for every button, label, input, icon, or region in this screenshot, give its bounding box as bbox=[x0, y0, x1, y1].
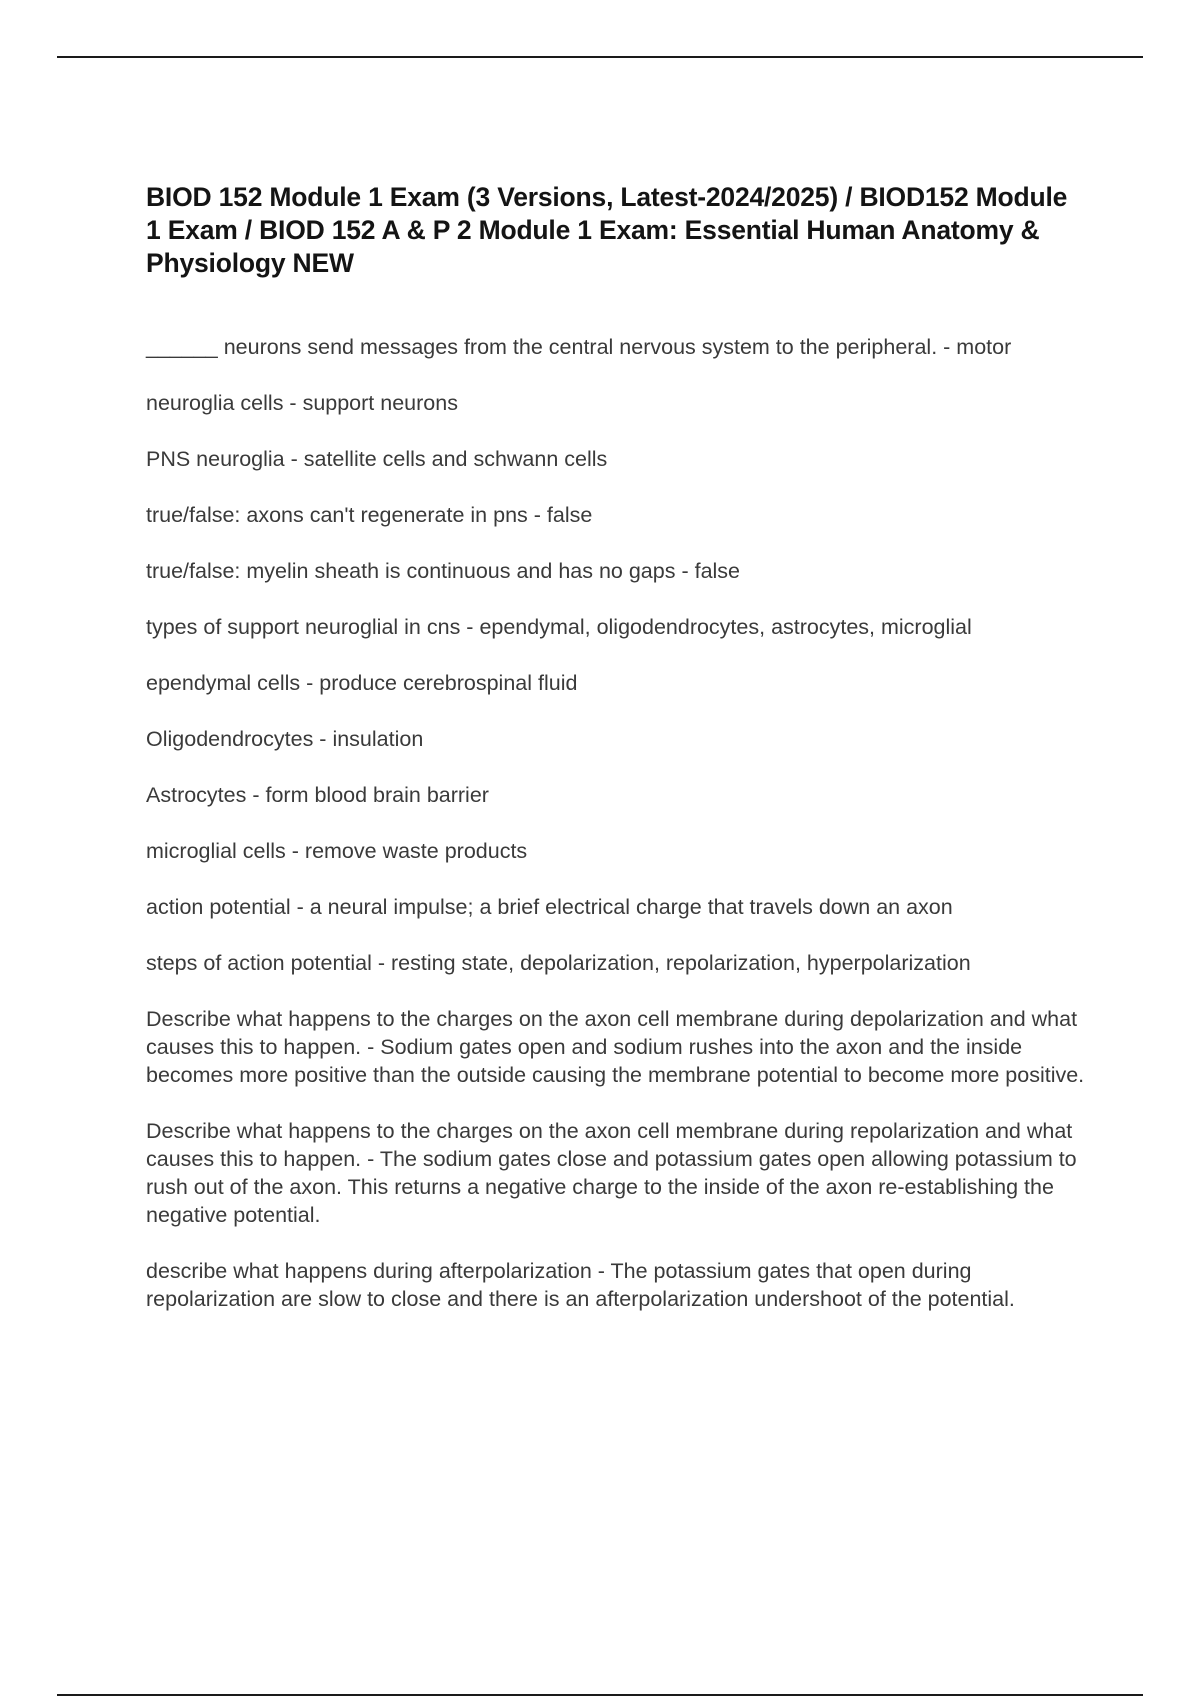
flashcard-definition: false bbox=[546, 503, 593, 527]
flashcard-item bbox=[146, 445, 1096, 473]
term-separator: - bbox=[371, 951, 392, 975]
flashcard-term: microglial cells bbox=[146, 839, 286, 863]
term-separator: - bbox=[527, 503, 547, 527]
flashcard-term: Astrocytes bbox=[146, 783, 247, 807]
term-separator: - bbox=[246, 783, 266, 807]
flashcard-item bbox=[146, 725, 1096, 753]
flashcard-definition: The sodium gates close and potassium gates open allowing potassium to rush out of the axon. This returns a negative charge to the inside of the axon re-establishing the negative potential. bbox=[146, 1147, 1077, 1227]
flashcard-item bbox=[146, 389, 1096, 417]
flashcard-item bbox=[146, 837, 1096, 865]
document-title: BIOD 152 Module 1 Exam (3 Versions, Latest-2024/2025) / BIOD152 Module 1 Exam / BIOD 152 A & P 2 Module 1 Exam: Essential Human Anatomy & Physiology NEW bbox=[146, 182, 1068, 278]
term-separator: - bbox=[675, 559, 695, 583]
flashcard-item bbox=[146, 1117, 1096, 1229]
flashcard-term: describe what happens during afterpolarization bbox=[146, 1259, 592, 1283]
flashcard-item bbox=[146, 781, 1096, 809]
flashcard-definition: a neural impulse; a brief electrical charge that travels down an axon bbox=[309, 895, 953, 919]
term-separator: - bbox=[313, 727, 333, 751]
flashcard-definition: resting state, depolarization, repolarization, hyperpolarization bbox=[391, 951, 971, 975]
term-separator: - bbox=[361, 1035, 381, 1059]
flashcard-term: PNS neuroglia bbox=[146, 447, 285, 471]
flashcard-term: Oligodendrocytes bbox=[146, 727, 314, 751]
flashcard-term: ______ neurons send messages from the central nervous system to the peripheral. bbox=[146, 335, 938, 359]
term-separator: - bbox=[283, 391, 303, 415]
flashcard-definition: motor bbox=[956, 335, 1012, 359]
term-separator: - bbox=[300, 671, 320, 695]
flashcard-term: action potential bbox=[146, 895, 291, 919]
flashcard-item bbox=[146, 669, 1096, 697]
flashcard-item bbox=[146, 333, 1096, 361]
flashcard-definition: produce cerebrospinal fluid bbox=[319, 671, 578, 695]
flashcard-list bbox=[146, 333, 1096, 1341]
term-separator: - bbox=[591, 1259, 611, 1283]
term-separator: - bbox=[361, 1147, 380, 1171]
flashcard-term: steps of action potential bbox=[146, 951, 372, 975]
header-rule bbox=[57, 56, 1143, 58]
flashcard-item bbox=[146, 613, 1096, 641]
flashcard-term: true/false: axons can't regenerate in pns bbox=[146, 503, 528, 527]
term-separator: - bbox=[937, 335, 957, 359]
flashcard-definition: Sodium gates open and sodium rushes into the axon and the inside becomes more positive than the outside causing the membrane potential to become more positive. bbox=[146, 1035, 1085, 1087]
flashcard-term: Describe what happens to the charges on the axon cell membrane during depolarization and what causes this to happen. bbox=[146, 1007, 1078, 1059]
flashcard-definition: insulation bbox=[332, 727, 424, 751]
flashcard-definition: form blood brain barrier bbox=[265, 783, 489, 807]
flashcard-definition: support neurons bbox=[302, 391, 458, 415]
flashcard-term: types of support neuroglial in cns bbox=[146, 615, 461, 639]
flashcard-item bbox=[146, 949, 1096, 977]
term-separator: - bbox=[460, 615, 480, 639]
flashcard-definition: false bbox=[694, 559, 741, 583]
flashcard-definition: ependymal, oligodendrocytes, astrocytes, microglial bbox=[479, 615, 972, 639]
term-separator: - bbox=[285, 839, 305, 863]
flashcard-term: neuroglia cells bbox=[146, 391, 284, 415]
flashcard-definition: remove waste products bbox=[304, 839, 528, 863]
flashcard-definition: satellite cells and schwann cells bbox=[303, 447, 608, 471]
term-separator: - bbox=[284, 447, 304, 471]
flashcard-item bbox=[146, 893, 1096, 921]
flashcard-term: ependymal cells bbox=[146, 671, 301, 695]
flashcard-item bbox=[146, 501, 1096, 529]
term-separator: - bbox=[290, 895, 310, 919]
flashcard-term: true/false: myelin sheath is continuous and has no gaps bbox=[146, 559, 676, 583]
flashcard-item bbox=[146, 1257, 1096, 1313]
flashcard-item bbox=[146, 1005, 1096, 1089]
flashcard-item bbox=[146, 557, 1096, 585]
flashcard-term: Describe what happens to the charges on the axon cell membrane during repolarization and what causes this to happen. bbox=[146, 1119, 1073, 1171]
footer-rule bbox=[57, 1694, 1143, 1696]
flashcard-definition: The potassium gates that open during repolarization are slow to close and there is an afterpolarization undershoot of the potential. bbox=[146, 1259, 1015, 1311]
